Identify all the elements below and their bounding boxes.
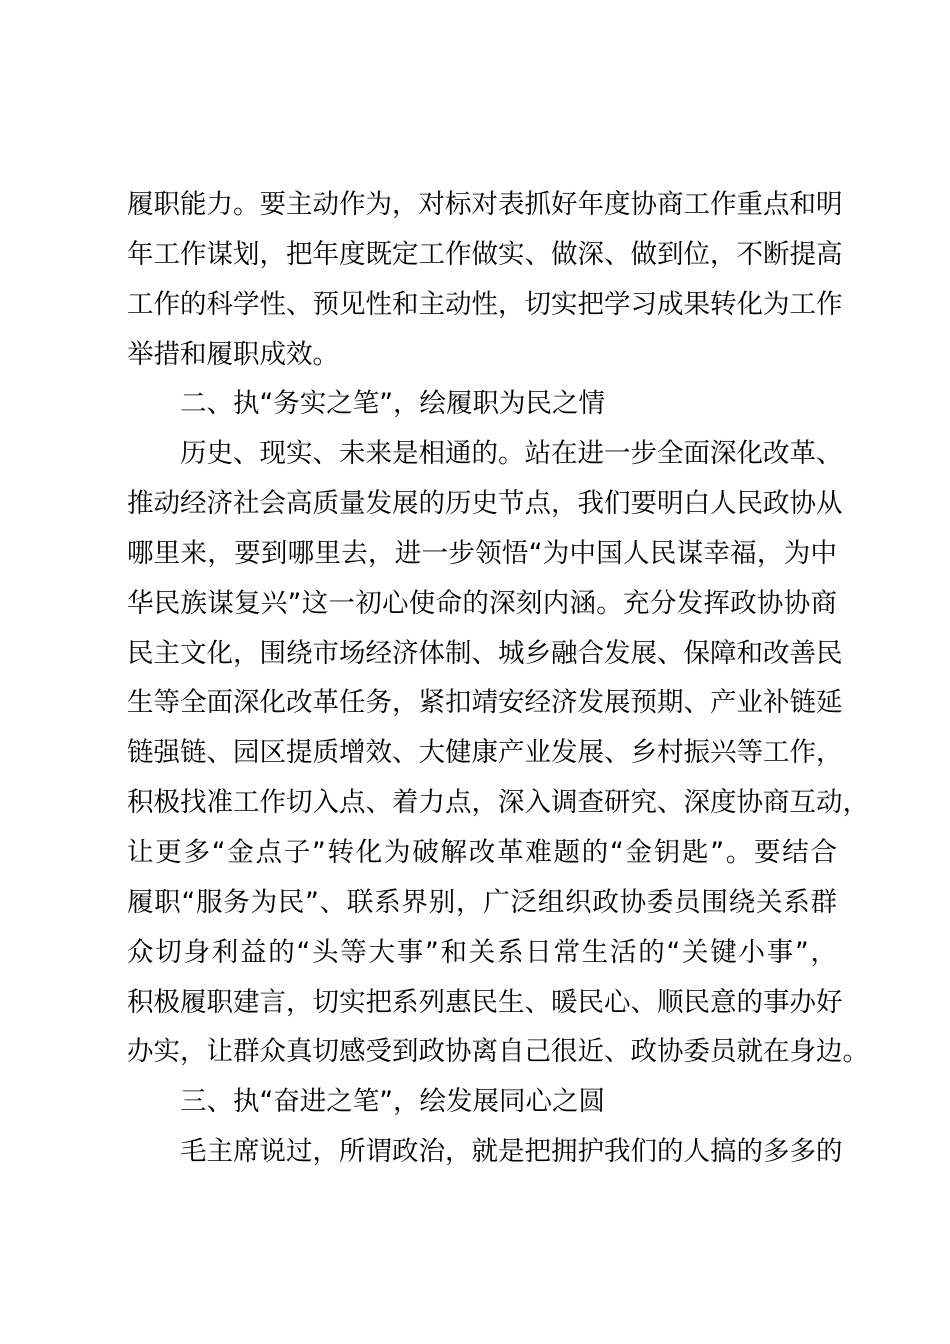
paragraph-line: 推动经济社会高质量发展的历史节点，我们要明白人民政协从 — [127, 488, 843, 520]
section-heading: 三、执“奋进之笔”，绘发展同心之圆 — [180, 1086, 605, 1118]
paragraph-line: 生等全面深化改革任务，紧扣靖安经济发展预期、产业补链延 — [127, 687, 843, 719]
paragraph-line: 积极找准工作切入点、着力点，深入调查研究、深度协商互动， — [127, 787, 869, 819]
paragraph-line: 履职能力。要主动作为，对标对表抓好年度协商工作重点和明 — [127, 189, 843, 220]
paragraph-line: 举措和履职成效。 — [127, 338, 339, 370]
body-text — [127, 180, 869, 1177]
paragraph-line: 积极履职建言，切实把系列惠民生、暖民心、顺民意的事办好 — [127, 986, 843, 1018]
paragraph-line: 众切身利益的“头等大事”和关系日常生活的“关键小事”， — [127, 936, 837, 968]
paragraph-line: 历史、现实、未来是相通的。站在进一步全面深化改革、 — [180, 438, 843, 470]
paragraph-line: 华民族谋复兴”这一初心使命的深刻内涵。充分发挥政协协商 — [127, 587, 837, 619]
section-heading: 二、执“务实之笔”，绘履职为民之情 — [180, 388, 605, 420]
paragraph-line: 履职“服务为民”、联系界别，广泛组织政协委员围绕关系群 — [127, 886, 837, 918]
paragraph-line: 民主文化，围绕市场经济体制、城乡融合发展、保障和改善民 — [127, 637, 843, 669]
paragraph-line: 年工作谋划，把年度既定工作做实、做深、做到位，不断提高 — [127, 238, 843, 270]
paragraph-line: 办实，让群众真切感受到政协离自己很近、政协委员就在身边。 — [127, 1036, 869, 1068]
paragraph-line: 让更多“金点子”转化为破解改革难题的“金钥匙”。要结合 — [127, 836, 837, 868]
paragraph-line: 毛主席说过，所谓政治，就是把拥护我们的人搞的多多的 — [180, 1136, 843, 1168]
paragraph-line: 哪里来，要到哪里去，进一步领悟“为中国人民谋幸福，为中 — [127, 537, 837, 569]
paragraph-line: 工作的科学性、预见性和主动性，切实把学习成果转化为工作 — [127, 288, 843, 320]
paragraph-line: 链强链、园区提质增效、大健康产业发展、乡村振兴等工作， — [127, 737, 843, 769]
